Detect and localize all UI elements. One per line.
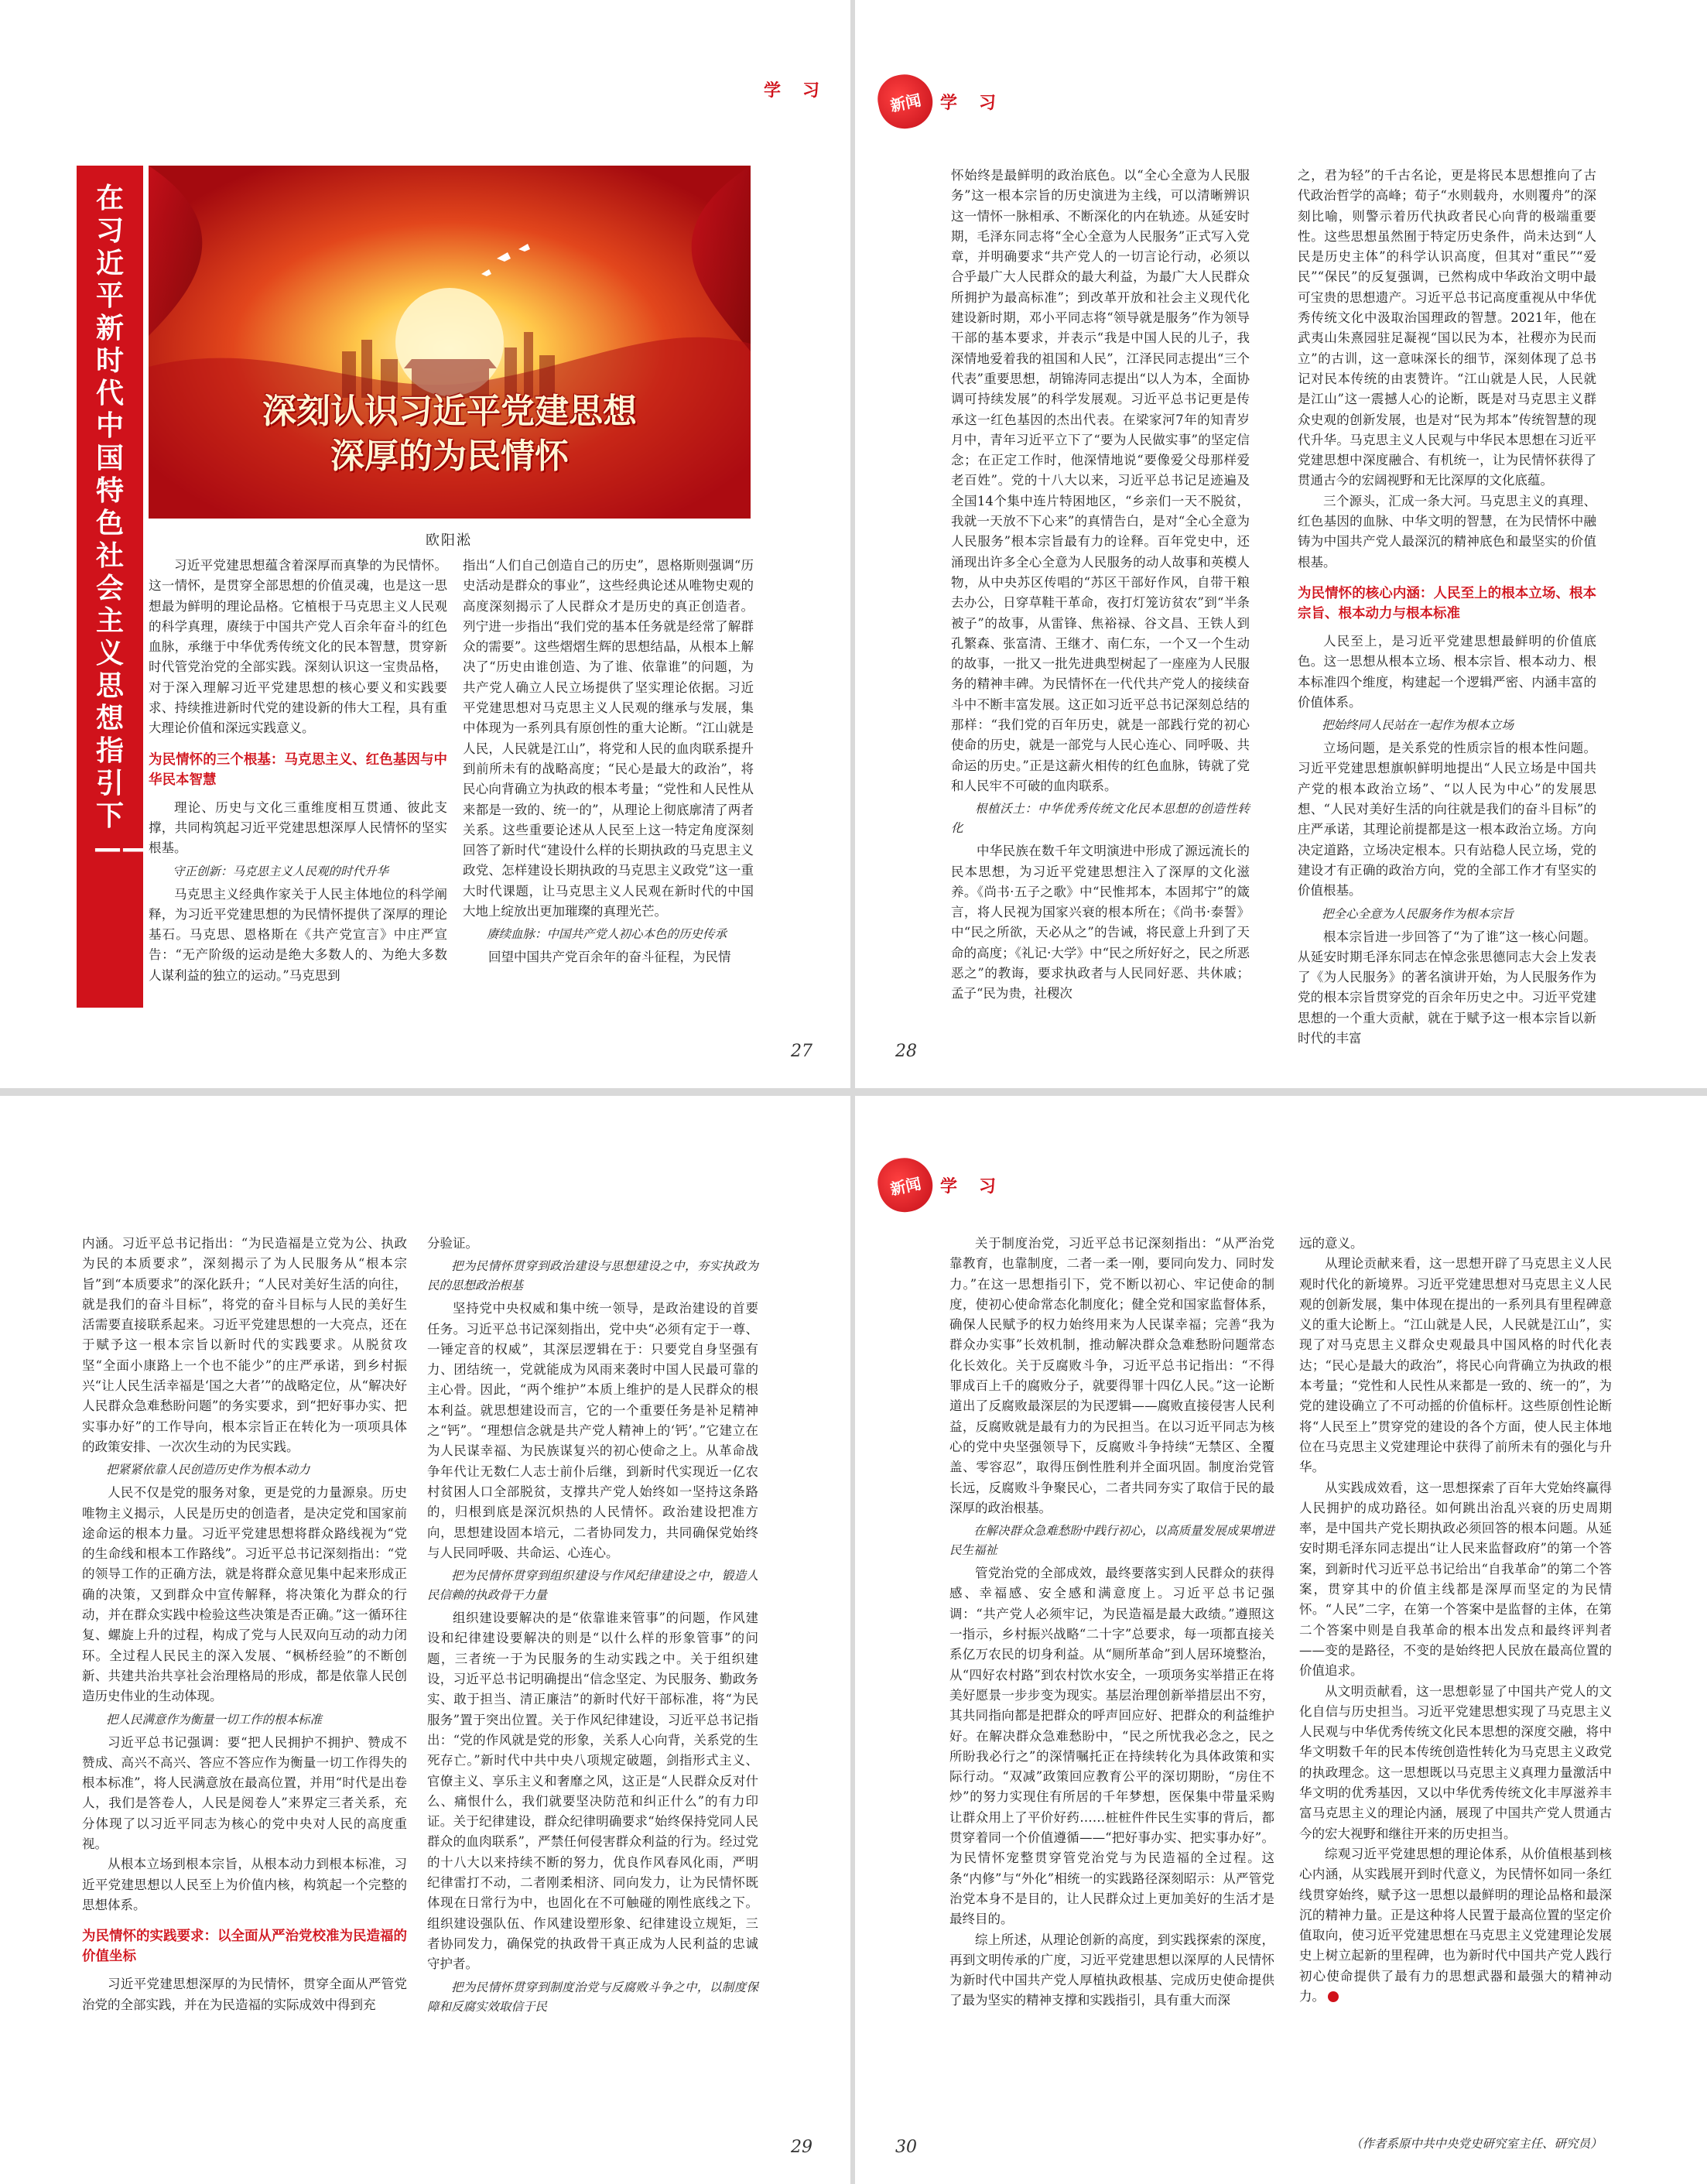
paragraph-text: 综观习近平党建思想的理论体系，从价值根基到核心内涵，从实践展开到时代意义，为民情怀如同一条红线贯穿始终，赋予这一思想以最鲜明的理论品格和最深沉的精神力量。正是这种将人民置于最高位置的坚定价值取向，使习近平党建思想在马克思主义党建理论发展史上树立起新的里程碑，也为新时代中国共产党人践行初心使命提供了最有力的思想武器和最强大的精神动力。 <box>1299 1846 1612 2004</box>
paragraph: 三个源头，汇成一条大河。马克思主义的真理、红色基因的血脉、中华文明的智慧，在为民情怀中融铸为中国共产党人最深沉的精神底色和最坚实的价值根基。 <box>1298 493 1596 570</box>
paragraph: 中华民族在数千年文明演进中形成了源远流长的民本思想，为习近平党建思想注入了深厚的文化滋养。《尚书·五子之歌》中“民惟邦本，本固邦宁”的箴言，将人民视为国家兴衰的根本所在；《尚书·泰誓》中“民之所欲，天必从之”的告诫，将民意上升到了天命的高度；《礼记·大学》中“民之所好好之，民之所恶恶之”的教诲，要求执政者与人民同好恶、共休戚；孟子“民为贵，社稷次 <box>951 844 1250 1001</box>
sub-heading: 根植沃土：中华优秀传统文化民本思想的创造性转化 <box>951 802 1250 836</box>
paragraph: 坚持党中央权威和集中统一领导，是政治建设的首要任务。习近平总书记深刻指出，党中央“必须有定于一尊、一锤定音的权威”，其深层逻辑在于：只要党自身坚强有力、团结统一，党就能成为风雨来袭时中国人民最可靠的主心骨。因此，“两个维护”本质上维护的是人民群众的根本利益。就思想建设而言，它的一个重要任务是补足精神之“钙”。“理想信念就是共产党人精神上的‘钙’。”它建立在为人民谋幸福、为民族谋复兴的初心使命之上。从革命战争年代让无数仁人志士前仆后继，到新时代实现近一亿农村贫困人口全部脱贫，支撑共产党人始终如一坚持这条路的，归根到底是深沉炽热的人民情怀。政治建设把准方向，思想建设固本培元，二者协同发力，共同确保党始终与人民同呼吸、共命运、心连心。 <box>427 1301 758 1560</box>
section-label: 学习 <box>940 93 1018 113</box>
paragraph: 习近平党建思想蕴含着深厚而真挚的为民情怀。这一情怀，是贯穿全部思想的价值灵魂，也是这一思想最为鲜明的理论品格。它植根于马克思主义人民观的科学真理，赓续于中国共产党人百余年奋斗的红色血脉，承继于中华优秀传统文化的民本智慧，贯穿新时代管党治党的全部实践。深刻认识这一宝贵品格，对于深入理解习近平党建思想的核心要义和实践要求、持续推进新时代党的建设新的伟大工程，具有重大理论价值和深远实践意义。 <box>149 558 447 736</box>
paragraph: 关于制度治党，习近平总书记深刻指出：“从严治党靠教育，也靠制度，二者一柔一刚，要同向发力、同时发力。”在这一思想指引下，党不断以初心、牢记使命的制度，使初心使命常态化制度化；健全党和国家监督体系，确保人民赋予的权力始终用来为人民谋幸福；完善“我为群众办实事”长效机制，推动解决群众急难愁盼问题常态化长效化。关于反腐败斗争，习近平总书记指出：“不得罪成百上千的腐败分子，就要得罪十四亿人民。”这一论断道出了反腐败最深层的为民逻辑——腐败直接侵害人民利益，反腐败就是最有力的为民担当。在以习近平同志为核心的党中央坚强领导下，反腐败斗争持续“无禁区、全覆盖、零容忍”，取得压倒性胜利并全面巩固。制度治党管长远，反腐败斗争聚民心，二者共同夯实了取信于民的最深厚的政治根基。 <box>949 1236 1274 1515</box>
page-header <box>764 77 841 101</box>
end-mark-icon <box>1328 1991 1339 2002</box>
article-title-line1: 深刻认识习近平党建思想 <box>262 392 637 431</box>
section-label: 学习 <box>764 81 842 101</box>
p27-column-2 <box>463 556 754 1012</box>
page-header-28 <box>878 74 1018 128</box>
page-header-30 <box>878 1158 1018 1212</box>
paragraph: 管党治党的全部成效，最终要落实到人民群众的获得感、幸福感、安全感和满意度上。习近平总书记强调：“共产党人必须牢记，为民造福是最大政绩。”遵照这一指示，乡村振兴战略“二十字”总要求，每一项都直接关系亿万农民的切身利益。从“厕所革命”到人居环境整治，从“四好农村路”到农村饮水安全，一项项务实举措正在将美好愿景一步步变为现实。基层治理创新举措层出不穷，其共同指向都是把群众的呼声回应好、把群众的利益维护好。在解决群众急难愁盼中，“民之所忧我必念之，民之所盼我必行之”的深情嘱托正在持续转化为具体政策和实际行动。“双减”政策回应教育公平的深切期盼，“房住不炒”的努力实现住有所居的千年梦想，医保集中带量采购让群众用上了平价好药……桩桩件件民生实事的背后，都贯穿着同一个价值遵循——“把好事办实、把实事办好”。为民情怀宠整贯穿管党治党与为民造福的全过程。这条“内修”与“外化”相统一的实践路径深刻昭示：从严管党治党本身不是目的，让人民群众过上更加美好的生活才是最终目的。 <box>949 1566 1274 1927</box>
section-heading: 为民情怀的三个根基：马克思主义、红色基因与中华民本智慧 <box>149 751 447 788</box>
paragraph: 指出“人们自己创造自己的历史”，恩格斯则强调“历史活动是群众的事业”，这些经典论述从唯物史观的高度深刻揭示了人民群众才是历史的真正创造者。列宁进一步指出“我们党的基本任务就是经常了解群众的需要”。这些熠熠生辉的思想结晶，从根本上解决了“历史由谁创造、为了谁、依靠谁”的问题，为共产党人确立人民立场提供了坚实理论依据。习近平党建思想对马克思主义人民观的继承与发展，集中体现为一系列具有原创性的重大论断。“江山就是人民，人民就是江山”，将党和人民的血肉联系提升到前所未有的战略高度；“民心是最大的政治”，将民心向背确立为执政的根本考量；“党性和人民性从来都是一致的、统一的”，从理论上彻底廓清了两者关系。这些重要论述从人民至上这一特定角度深刻回答了新时代“建设什么样的长期执政的马克思主义政党、怎样建设长期执政的马克思主义政党”这一重大时代课题，让马克思主义人民观在新时代的中国大地上绽放出更加璀璨的真理光芒。 <box>463 558 754 919</box>
p28-column-1 <box>951 166 1250 1017</box>
seal-logo <box>873 69 937 133</box>
sub-heading: 把为民情怀贯穿到制度治党与反腐败斗争之中，以制度保障和反腐实效取信于民 <box>427 1980 758 2014</box>
paragraph: 马克思主义经典作家关于人民主体地位的科学阐释，为习近平党建思想的为民情怀提供了深厚的理论基石。马克思、恩格斯在《共产党宣言》中庄严宣告：“无产阶级的运动是绝大多数人的、为绝大多数人谋利益的独立的运动。”马克思到 <box>149 886 447 983</box>
paragraph: 根本宗旨进一步回答了“为了谁”这一核心问题。从延安时期毛泽东同志在悼念张思德同志大会上发表了《为人民服务》的著名演讲开始，为人民服务作为党的根本宗旨贯穿党的百余年历史之中。习近平党建思想的一个重大贡献，就在于赋予这一根本宗旨以新时代的丰富 <box>1298 929 1596 1046</box>
paragraph: 人民至上，是习近平党建思想最鲜明的价值底色。这一思想从根本立场、根本宗旨、根本动力、根本标准四个维度，构建起一个逻辑严密、内涵丰富的价值体系。 <box>1298 633 1596 710</box>
p29-column-1 <box>82 1234 407 2116</box>
paragraph: 从理论贡献来看，这一思想开辟了马克思主义人民观时代化的新境界。习近平党建思想对马克思主义人民观的创新发展，集中体现在提出的一系列具有里程碑意义的重大论断上。“江山就是人民，人民就是江山”，实现了对马克思主义群众史观最具中国风格的时代化表达；“民心是最大的政治”，将民心向背确立为执政的根本考量；“党性和人民性从来都是一致的、统一的”，为党的建设确立了不可动摇的价值标杆。这些原创性论断将“人民至上”贯穿党的建设的各个方面，使人民主体地位在马克思主义党建理论中获得了前所未有的强化与升华。 <box>1299 1256 1612 1475</box>
author: 欧阳淞 <box>426 532 472 549</box>
page-number: 27 <box>791 1042 812 1061</box>
hero-banner <box>149 166 751 519</box>
paragraph: 立场问题，是关系党的性质宗旨的根本性问题。习近平党建思想旗帜鲜明地提出“人民立场是中国共产党的根本政治立场”、“以人民为中心”的发展思想、“人民对美好生活的向往就是我们的奋斗目标”的庄严承诺，其理论前提都是这一根本政治立场。方向决定道路，立场决定根本。只有站稳人民立场，党的建设才有正确的政治方向，党的全部工作才有坚实的价值根基。 <box>1298 741 1596 899</box>
p27-column-1 <box>149 556 447 1012</box>
seal-logo <box>873 1152 937 1217</box>
paragraph: 回望中国共产党百余年的奋斗征程，为民情 <box>488 950 731 965</box>
article-title-line2: 深厚的为民情怀 <box>330 436 569 476</box>
page-30 <box>855 1096 1707 2184</box>
paragraph: 理论、历史与文化三重维度相互贯通、彼此支撑，共同构筑起习近平党建思想深厚人民情怀的坚实根基。 <box>149 799 447 856</box>
page-number: 30 <box>895 2138 917 2157</box>
paragraph: 内涵。习近平总书记指出：“为民造福是立党为公、执政为民的本质要求”，深刻揭示了为人民服务从“根本宗旨”到“本质要求”的深化跃升；“人民对美好生活的向往，就是我们的奋斗目标”，将党的奋斗目标与人民的美好生活需要直接联系起来。习近平党建思想的一大亮点，还在于赋予这一根本宗旨以新时代的实践要求。从脱贫攻坚“全面小康路上一个也不能少”的庄严承诺，到乡村振兴“让人民生活幸福是‘国之大者’”的战略定位，从“解决好人民群众急难愁盼问题”的务实要求，到“把好事办实、把实事办好”的工作导向，根本宗旨正在转化为一项项具体的政策安排、一次次生动的为民实践。 <box>82 1236 407 1454</box>
sub-heading: 把人民满意作为衡量一切工作的根本标准 <box>106 1712 323 1727</box>
paragraph: 怀始终是最鲜明的政治底色。以“全心全意为人民服务”这一根本宗旨的历史演进为主线，可以清晰辨识这一情怀一脉相承、不断深化的内在轨迹。从延安时期，毛泽东同志将“全心全意为人民服务”正式写入党章，并明确要求“共产党人的一切言论行动，必须以合乎最广大人民群众的最大利益，为最广大人民群众所拥护为最高标准”；到改革开放和社会主义现代化建设新时期，邓小平同志将“领导就是服务”作为领导干部的基本要求，并表示“我是中国人民的儿子，我深情地爱着我的祖国和人民”，江泽民同志提出“三个代表”重要思想，胡锦涛同志提出“以人为本，全面协调可持续发展”的科学发展观。习近平总书记更是传承这一红色基因的杰出代表。在梁家河7年的知青岁月中，青年习近平立下了“要为人民做实事”的坚定信念；在正定工作时，他深情地说“要像爱父母那样爱老百姓”。党的十八大以来，习近平总书记足迹遍及全国14个集中连片特困地区，“乡亲们一天不脱贫，我就一天放不下心来”的真情告白，是对“全心全意为人民服务”根本宗旨最有力的诠释。百年党史中，还涌现出许多全心全意为人民服务的动人故事和英模人物，从中央苏区传唱的“苏区干部好作风，自带干粮去办公，日穿草鞋干革命，夜打灯笼访贫农”到“半条被子”的故事，从雷锋、焦裕禄、谷文昌、王铁人到孔繁森、张富清、王继才、南仁东，一个又一个生动的故事，一批又一批先进典型树起了一座座为人民服务的精神丰碑。为民情怀在一代代共产党人的接续奋斗中不断丰富发展。这正如习近平总书记深刻总结的那样：“我们党的百年历史，就是一部践行党的初心使命的历史，就是一部党与人民心连心、同呼吸、共命运的历史。”正是这薪火相传的红色血脉，铸就了党和人民牢不可破的血肉联系。 <box>951 168 1250 793</box>
paragraph: 分验证。 <box>427 1236 478 1251</box>
author-note: （作者系原中共中央党史研究室主任、研究员） <box>1350 2137 1603 2151</box>
section-heading: 为民情怀的核心内涵：人民至上的根本立场、根本宗旨、根本动力与根本标准 <box>1298 585 1596 621</box>
series-title-bar <box>77 166 149 1008</box>
sub-heading: 把全心全意为人民服务作为根本宗旨 <box>1322 906 1514 921</box>
p30-column-1 <box>949 1234 1274 2124</box>
paragraph: 综上所述，从理论创新的高度，到实践探索的深度，再到文明传承的广度，习近平党建思想以深厚的人民情怀为新时代中国共产党人厚植执政根基、完成历史使命提供了最为坚实的精神支撑和实践指引，具有重大而深 <box>949 1932 1274 2008</box>
paragraph: 从文明贡献看，这一思想彰显了中国共产党人的文化自信与历史担当。习近平党建思想实现了马克思主义人民观与中华优秀传统文化民本思想的深度交融，将中华文明数千年的民本传统创造性转化为马克思主义政党的执政理念。这一思想既以马克思主义真理力量激活中华文明的优秀基因，又以中华优秀传统文化丰厚滋养丰富马克思主义的理论内涵，展现了中国共产党人贯通古今的宏大视野和继往开来的历史担当。 <box>1299 1683 1612 1841</box>
seal-text: 新闻 <box>888 90 923 115</box>
sub-heading: 赓续血脉：中国共产党人初心本色的历史传承 <box>487 927 727 942</box>
p28-column-2 <box>1298 166 1596 1046</box>
page-number: 29 <box>791 2138 812 2157</box>
sub-heading: 把为民情怀贯穿到政治建设与思想建设之中，夯实执政为民的思想政治根基 <box>427 1259 758 1293</box>
page-number: 28 <box>895 1042 917 1061</box>
section-label: 学习 <box>940 1176 1018 1196</box>
paragraph: 从实践成效看，这一思想探索了百年大党始终赢得人民拥护的成功路径。如何跳出治乱兴衰的历史周期率，是中国共产党长期执政必须回答的根本问题。从延安时期毛泽东同志提出“让人民来监督政府”的第一个答案，到新时代习近平总书记给出“自我革命”的第二个答案，贯穿其中的价值主线都是深厚而坚定的为民情怀。“人民”二字，在第一个答案中是监督的主体，在第二个答案中则是自我革命的根本出发点和最终评判者——变的是路径，不变的是始终把人民放在最高位置的价值追求。 <box>1299 1480 1612 1679</box>
sub-heading: 守正创新：马克思主义人民观的时代升华 <box>173 864 389 878</box>
paragraph: 远的意义。 <box>1299 1236 1363 1251</box>
paragraph: 组织建设要解决的是“依靠谁来管事”的问题，作风建设和纪律建设要解决的则是“以什么样的形象管事”的问题，三者统一于为民服务的生动实践之中。关于组织建设，习近平总书记明确提出“信念坚定、为民服务、勤政务实、敢于担当、清正廉洁”的新时代好干部标准，将“为民服务”置于突出位置。关于作风纪律建设，习近平总书记指出：“党的作风就是党的形象，关系人心向背，关系党的生死存亡。”新时代中共中央八项规定破题，剑指形式主义、官僚主义、享乐主义和奢靡之风，这正是“人民群众反对什么、痛恨什么，我们就要坚决防范和纠正什么”的有力印证。关于纪律建设，群众纪律明确要求“始终保持党同人民群众的血肉联系”，严禁任何侵害群众利益的行为。经过党的十八大以来持续不断的努力，优良作风春风化雨，严明纪律雷打不动，二者刚柔相济、同向发力，让为民情怀既体现在日常行为中，也固化在不可触碰的刚性底线之下。组织建设强队伍、作风建设塑形象、纪律建设立规矩，三者协同发力，确保党的执政骨干真正成为人民利益的忠诚守护者。 <box>427 1611 758 1972</box>
sub-heading: 把为民情怀贯穿到组织建设与作风纪律建设之中，锻造人民信赖的执政骨干力量 <box>427 1569 758 1603</box>
seal-text: 新闻 <box>888 1173 923 1199</box>
page-27 <box>0 0 850 1088</box>
paragraph: 习近平总书记强调：要“把人民拥护不拥护、赞成不赞成、高兴不高兴、答应不答应作为衡量一切工作得失的根本标准”，将人民满意放在最高位置，并用“时代是出卷人，我们是答卷人，人民是阅卷人”来界定三者关系，充分体现了以习近平同志为核心的党中央对人民的高度重视。 <box>82 1734 407 1852</box>
p29-column-2 <box>427 1234 758 2116</box>
section-heading: 为民情怀的实践要求：以全面从严治党校准为民造福的价值坐标 <box>82 1929 407 1965</box>
sub-heading: 把紧紧依靠人民创造历史作为根本动力 <box>106 1463 310 1477</box>
p30-column-2 <box>1299 1234 1612 2100</box>
paragraph: 人民不仅是党的服务对象，更是党的力量源泉。历史唯物主义揭示，人民是历史的创造者，是决定党和国家前途命运的根本力量。习近平党建思想将群众路线视为“党的生命线和根本工作路线”。习近平总书记深刻指出：“党的领导工作的正确方法，就是将群众意见集中起来形成正确的决策，又到群众中宣传解释，将决策化为群众的行动，并在群众实践中检验这些决策是否正确。”这一循环往复、螺旋上升的过程，构成了党与人民双向互动的动力闭环。全过程人民民主的深入发展、“枫桥经验”的不断创新、共建共治共享社会治理格局的形成，都是依靠人民创造历史伟业的生动体现。 <box>82 1485 407 1704</box>
paragraph: 从根本立场到根本宗旨，从根本动力到根本标准，习近平党建思想以人民至上为价值内核，构筑起一个完整的思想体系。 <box>82 1857 407 1912</box>
sub-heading: 把始终同人民站在一起作为根本立场 <box>1322 718 1514 733</box>
paragraph: 习近平党建思想深厚的为民情怀，贯穿全面从严管党治党的全部实践，并在为民造福的实际成效中得到充 <box>82 1977 407 2012</box>
sub-heading: 在解决群众急难愁盼中践行初心，以高质量发展成果增进民生福祉 <box>949 1524 1274 1558</box>
paragraph: 之，君为轻”的千古名论，更是将民本思想推向了古代政治哲学的高峰；荀子“水则载舟，水则覆舟”的深刻比喻，则警示着历代执政者民心向背的极端重要性。这些思想虽然囿于特定历史条件，尚未达到“人民是历史主体”的科学认识高度，但其对“重民”“爱民”“保民”的反复强调，已然构成中华政治文明中最可宝贵的思想遗产。习近平总书记高度重视从中华优秀传统文化中汲取治国理政的智慧。2021年，他在武夷山朱熹园驻足凝视“国以民为本，社稷亦为民而立”的古训，这一意味深长的细节，深刻体现了总书记对民本传统的由衷赞许。“江山就是人民，人民就是江山”这一震撼人心的论断，既是对马克思主义群众史观的创新发展，也是对“民为邦本”传统智慧的现代升华。马克思主义人民观与中华民本思想在习近平党建思想中深度融合、有机统一，让为民情怀获得了贯通古今的宏阔视野和无比深厚的文化底蕴。 <box>1298 168 1596 488</box>
page-29 <box>0 1096 850 2184</box>
series-title: 在习近平新时代中国特色社会主义思想指引下—— <box>94 183 149 864</box>
paragraph <box>1299 1844 1612 2007</box>
